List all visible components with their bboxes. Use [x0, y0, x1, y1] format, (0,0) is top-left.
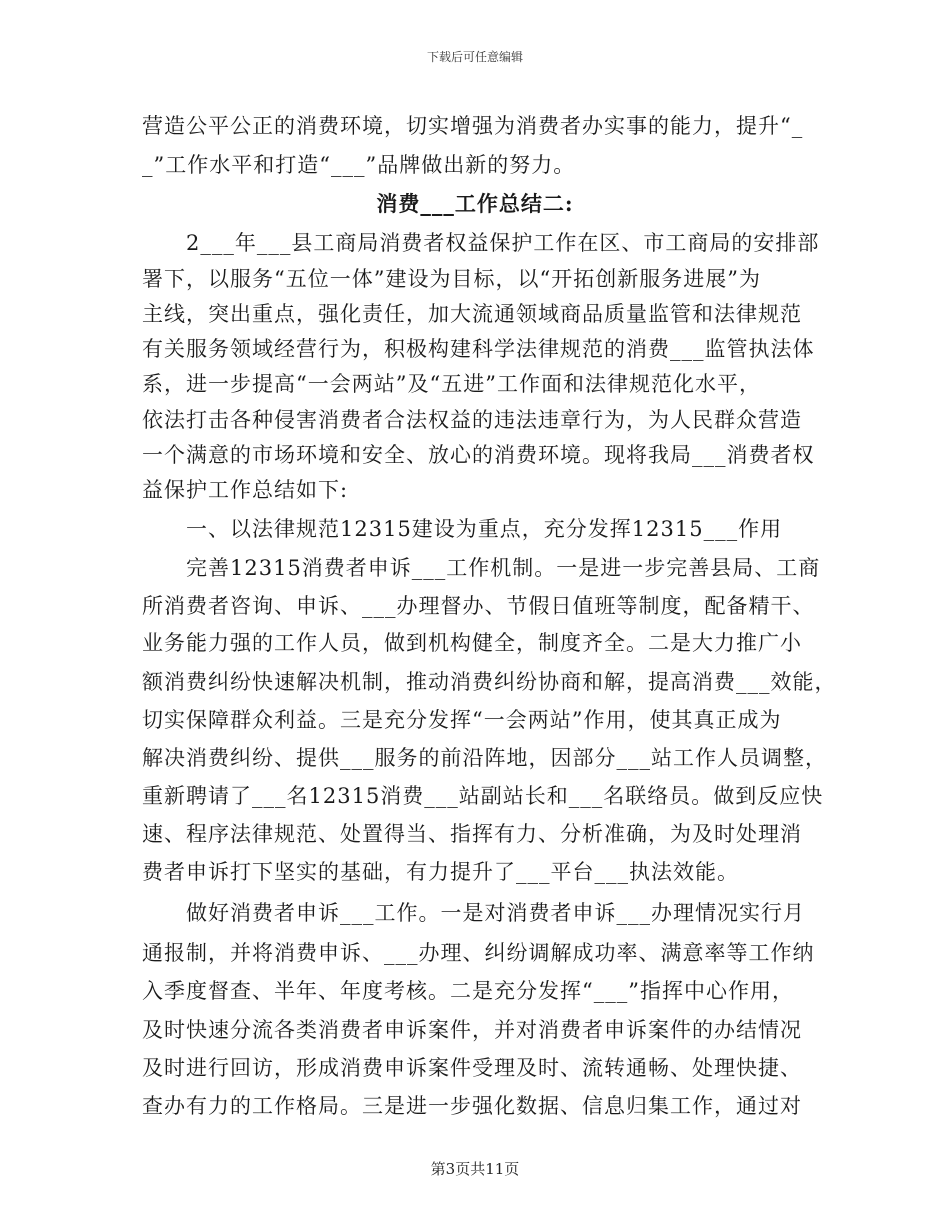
body-line: 益保护工作总结如下:: [142, 478, 349, 502]
body-line: 营造公平公正的消费环境，切实增强为消费者办实事的能力，提升“_: [142, 114, 804, 138]
body-line: 完善12315消费者申诉___工作机制。一是进一步完善县局、工商: [142, 556, 821, 580]
body-line: 一个满意的市场环境和安全、放心的消费环境。现将我局___消费者权: [142, 443, 815, 467]
body-line: 依法打击各种侵害消费者合法权益的违法违章行为，为人民群众营造: [142, 408, 802, 432]
body-line: 2___年___县工商局消费者权益保护工作在区、市工商局的安排部: [142, 231, 820, 255]
body-line: 速、程序法律规范、处置得当、指挥有力、分析准确，为及时处理消: [142, 822, 802, 846]
section-title: 消费___工作总结二:: [376, 191, 574, 216]
body-line: 重新聘请了___名12315消费___站副站长和___名联络员。做到反应快: [142, 784, 824, 808]
body-line: 一、以法律规范12315建设为重点，充分发挥12315___作用: [142, 517, 783, 541]
body-line: 费者申诉打下坚实的基础，有力提升了___平台___执法效能。: [142, 860, 739, 884]
body-line: 及时快速分流各类消费者申诉案件，并对消费者申诉案件的办结情况: [142, 1018, 802, 1042]
body-line: 有关服务领域经营行为，积极构建科学法律规范的消费___监管执法体: [142, 337, 815, 361]
body-line: 及时进行回访，形成消费申诉案件受理及时、流转通畅、处理快捷、: [142, 1056, 802, 1080]
body-line: 额消费纠纷快速解决机制，推动消费纠纷协商和解，提高消费___效能，: [142, 670, 837, 694]
body-line: _”工作水平和打造“___”品牌做出新的努力。: [142, 153, 576, 177]
body-line: 入季度督查、半年、年度考核。二是充分发挥“___”指挥中心作用，: [142, 979, 794, 1003]
body-line: 查办有力的工作格局。三是进一步强化数据、信息归集工作，通过对: [142, 1094, 802, 1118]
body-line: 署下，以服务“五位一体”建设为目标，以“开拓创新服务进展”为: [142, 267, 761, 291]
body-line: 做好消费者申诉___工作。一是对消费者申诉___办理情况实行月: [142, 901, 805, 925]
body-line: 通报制，并将消费申诉、___办理、纠纷调解成功率、满意率等工作纳: [142, 941, 815, 965]
body-line: 解决消费纠纷、提供___服务的前沿阵地，因部分___站工作人员调整，: [142, 746, 827, 770]
page-header: 下载后可任意编辑: [426, 50, 523, 64]
body-line: 系，进一步提高“一会两站”及“五进”工作面和法律规范化水平，: [142, 372, 761, 396]
page-footer: 第3页共11页: [430, 1160, 520, 1178]
body-line: 切实保障群众利益。三是充分发挥“一会两站”作用，使其真正成为: [142, 708, 782, 732]
body-line: 业务能力强的工作人员，做到机构健全，制度齐全。二是大力推广小: [142, 631, 802, 655]
body-line: 主线，突出重点，强化责任，加大流通领域商品质量监管和法律规范: [142, 302, 802, 326]
body-line: 所消费者咨询、申诉、___办理督办、节假日值班等制度，配备精干、: [142, 594, 815, 618]
